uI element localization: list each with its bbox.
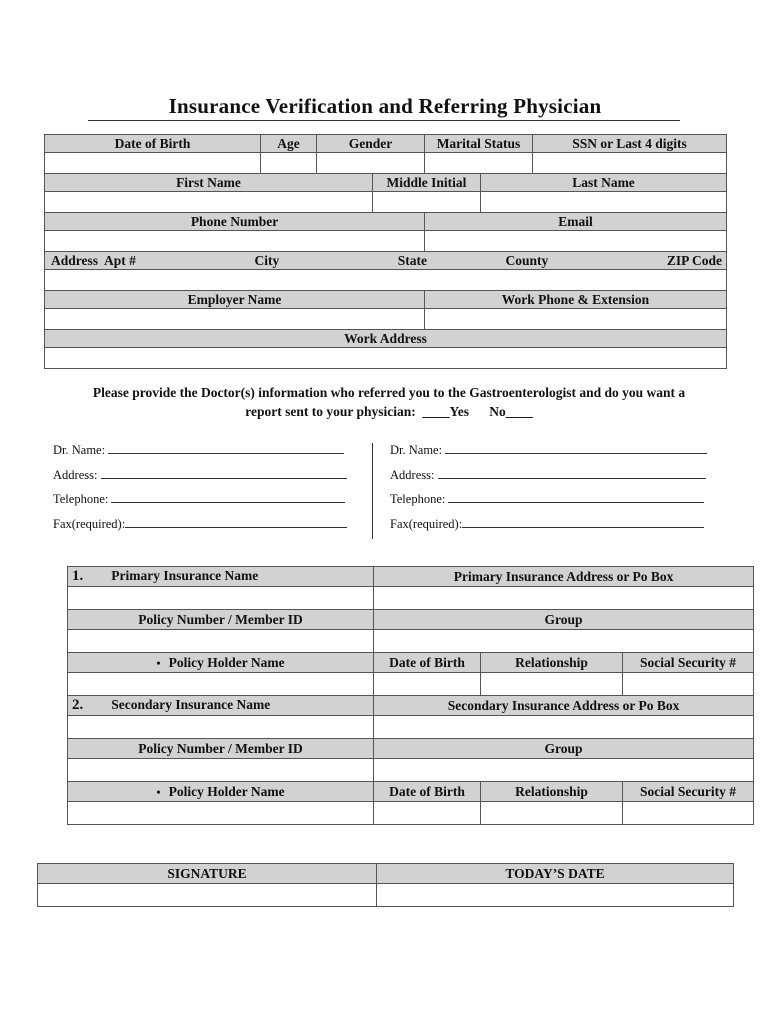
county-label: County <box>505 252 549 268</box>
doctor-2-telephone-label: Telephone: <box>390 492 446 506</box>
todays-date-field[interactable] <box>377 884 734 907</box>
primary-relationship-header: Relationship <box>481 653 623 673</box>
primary-address-field[interactable] <box>374 587 754 610</box>
middle-initial-header: Middle Initial <box>373 174 481 192</box>
doctor-1-name-label: Dr. Name: <box>53 443 106 457</box>
doctor-2-fax-line[interactable] <box>462 514 704 528</box>
work-phone-field[interactable] <box>425 309 727 330</box>
secondary-insurance-name-field[interactable] <box>68 716 374 739</box>
ssn-header: SSN or Last 4 digits <box>533 135 727 153</box>
address-header <box>45 252 727 270</box>
form-title: Insurance Verification and Referring Physician <box>168 94 602 118</box>
secondary-dob-header: Date of Birth <box>374 782 481 802</box>
doctor-column-divider <box>372 443 373 539</box>
secondary-relationship-header: Relationship <box>481 782 623 802</box>
address-field[interactable] <box>45 270 727 291</box>
secondary-insurance-name-header <box>68 696 374 716</box>
primary-group-field[interactable] <box>374 630 754 653</box>
doctor-1-name-line[interactable] <box>108 440 344 454</box>
primary-holder-name-label: Policy Holder Name <box>168 654 285 670</box>
first-name-field[interactable] <box>45 192 373 213</box>
secondary-number: 2. <box>72 697 84 713</box>
secondary-ssn-header: Social Security # <box>623 782 754 802</box>
doctor-1-address-label: Address: <box>53 467 98 482</box>
primary-dob-header: Date of Birth <box>374 653 481 673</box>
secondary-dob-field[interactable] <box>374 802 481 825</box>
primary-holder-name-header <box>68 653 374 673</box>
primary-ssn-field[interactable] <box>623 673 754 696</box>
secondary-holder-name-label: Policy Holder Name <box>168 783 285 799</box>
signature-table <box>37 863 734 907</box>
secondary-holder-name-field[interactable] <box>68 802 374 825</box>
primary-group-header: Group <box>374 610 754 630</box>
primary-insurance-name-field[interactable] <box>68 587 374 610</box>
doctor-2-address-label: Address: <box>390 467 435 482</box>
secondary-group-field[interactable] <box>374 759 754 782</box>
secondary-holder-name-header <box>68 782 374 802</box>
phone-field[interactable] <box>45 231 425 252</box>
secondary-ssn-field[interactable] <box>623 802 754 825</box>
doctor-question <box>44 383 734 421</box>
employer-name-header: Employer Name <box>45 291 425 309</box>
secondary-relationship-field[interactable] <box>481 802 623 825</box>
dob-field[interactable] <box>45 153 261 174</box>
primary-dob-field[interactable] <box>374 673 481 696</box>
primary-address-header: Primary Insurance Address or Po Box <box>374 567 754 587</box>
email-header: Email <box>425 213 727 231</box>
primary-name-label: Primary Insurance Name <box>111 568 259 583</box>
patient-info-table <box>44 134 727 369</box>
age-field[interactable] <box>261 153 317 174</box>
gender-header: Gender <box>317 135 425 153</box>
doctor-1-telephone-line[interactable] <box>111 489 345 503</box>
work-address-header: Work Address <box>45 330 727 348</box>
bullet-icon: • <box>156 655 161 670</box>
last-name-header: Last Name <box>481 174 727 192</box>
secondary-group-header: Group <box>374 739 754 759</box>
doctor-1-fax-line[interactable] <box>125 514 347 528</box>
doctor-2-name-line[interactable] <box>445 440 707 454</box>
address-apt-label: Address Apt # <box>51 252 136 268</box>
primary-holder-name-field[interactable] <box>68 673 374 696</box>
ssn-field[interactable] <box>533 153 727 174</box>
city-label: City <box>254 252 280 268</box>
last-name-field[interactable] <box>481 192 727 213</box>
primary-ssn-header: Social Security # <box>623 653 754 673</box>
employer-name-field[interactable] <box>45 309 425 330</box>
doctor-2-address-line[interactable] <box>438 465 706 479</box>
doctor-question-line2: report sent to your physician: ____Yes No____ <box>245 404 533 419</box>
primary-policy-number-field[interactable] <box>68 630 374 653</box>
email-field[interactable] <box>425 231 727 252</box>
doctor-2-block <box>390 438 707 536</box>
title-underline <box>88 120 680 121</box>
primary-number: 1. <box>72 568 84 584</box>
signature-field[interactable] <box>38 884 377 907</box>
zip-label: ZIP Code <box>666 252 722 268</box>
work-address-field[interactable] <box>45 348 727 369</box>
secondary-address-header: Secondary Insurance Address or Po Box <box>374 696 754 716</box>
doctor-1-block <box>53 438 347 536</box>
state-label: State <box>397 252 427 268</box>
secondary-address-field[interactable] <box>374 716 754 739</box>
signature-header: SIGNATURE <box>38 864 377 884</box>
secondary-policy-number-header: Policy Number / Member ID <box>68 739 374 759</box>
middle-initial-field[interactable] <box>373 192 481 213</box>
doctor-1-fax-label: Fax(required): <box>53 516 126 531</box>
primary-relationship-field[interactable] <box>481 673 623 696</box>
bullet-icon: • <box>156 784 161 799</box>
primary-insurance-name-header <box>68 567 374 587</box>
primary-policy-number-header: Policy Number / Member ID <box>68 610 374 630</box>
doctor-1-telephone-label: Telephone: <box>53 492 109 506</box>
work-phone-header: Work Phone & Extension <box>425 291 727 309</box>
marital-status-field[interactable] <box>425 153 533 174</box>
first-name-header: First Name <box>45 174 373 192</box>
age-header: Age <box>261 135 317 153</box>
marital-status-header: Marital Status <box>425 135 533 153</box>
secondary-policy-number-field[interactable] <box>68 759 374 782</box>
doctor-2-name-label: Dr. Name: <box>390 443 443 457</box>
doctor-1-address-line[interactable] <box>101 465 347 479</box>
todays-date-header: TODAY’S DATE <box>377 864 734 884</box>
insurance-table <box>67 566 754 825</box>
gender-field[interactable] <box>317 153 425 174</box>
doctor-2-fax-label: Fax(required): <box>390 516 463 531</box>
dob-header: Date of Birth <box>45 135 261 153</box>
doctor-2-telephone-line[interactable] <box>448 489 704 503</box>
phone-header: Phone Number <box>45 213 425 231</box>
doctor-question-line1: Please provide the Doctor(s) information who referred you to the Gastroenterologist and do you want a <box>92 385 686 400</box>
secondary-name-label: Secondary Insurance Name <box>111 697 271 712</box>
